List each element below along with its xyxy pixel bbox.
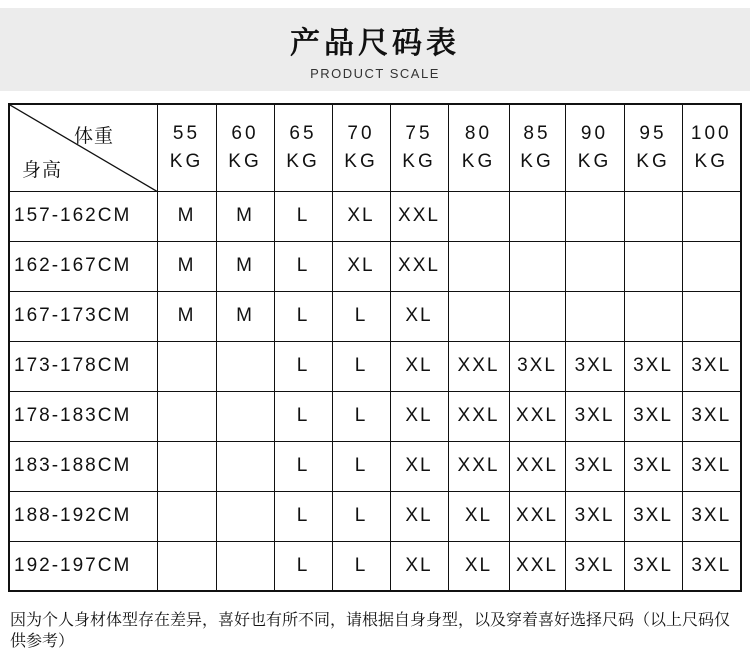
weight-unit: KG xyxy=(694,150,728,172)
height-label: 身高 xyxy=(22,160,63,181)
size-cell xyxy=(682,291,741,341)
weight-value: 80 xyxy=(464,122,493,144)
weight-unit: KG xyxy=(461,150,496,172)
height-range-cell: 192-197CM xyxy=(9,541,157,591)
size-cell xyxy=(565,191,624,241)
size-table xyxy=(8,103,742,592)
size-cell: M xyxy=(216,291,274,341)
weight-value: 95 xyxy=(639,122,667,144)
weight-header-cell xyxy=(682,104,741,191)
size-cell: XXL xyxy=(509,391,565,441)
weight-header-cell xyxy=(390,104,448,191)
size-cell: L xyxy=(332,491,390,541)
size-cell: XXL xyxy=(390,191,448,241)
weight-value: 85 xyxy=(523,122,551,144)
size-cell: XL xyxy=(390,391,448,441)
table-row xyxy=(9,541,741,591)
height-range-cell: 178-183CM xyxy=(9,391,157,441)
size-cell xyxy=(565,241,624,291)
size-cell: XL xyxy=(448,491,509,541)
corner-cell xyxy=(9,104,157,191)
size-cell: 3XL xyxy=(565,491,624,541)
size-cell xyxy=(216,541,274,591)
size-cell: XL xyxy=(448,541,509,591)
table-row xyxy=(9,391,741,441)
size-cell: M xyxy=(157,241,216,291)
weight-header-cell xyxy=(448,104,509,191)
size-cell xyxy=(448,191,509,241)
weight-unit: KG xyxy=(636,150,670,172)
size-cell: 3XL xyxy=(509,341,565,391)
size-cell: 3XL xyxy=(624,541,682,591)
size-cell: L xyxy=(274,341,332,391)
size-cell xyxy=(448,241,509,291)
size-cell xyxy=(216,341,274,391)
size-cell: L xyxy=(274,291,332,341)
size-cell xyxy=(624,291,682,341)
height-range-cell: 183-188CM xyxy=(9,441,157,491)
size-cell xyxy=(682,191,741,241)
size-cell xyxy=(157,491,216,541)
size-cell: L xyxy=(332,341,390,391)
size-cell xyxy=(216,441,274,491)
table-row xyxy=(9,341,741,391)
size-cell: XL xyxy=(390,491,448,541)
weight-unit: KG xyxy=(520,150,554,172)
table-row xyxy=(9,241,741,291)
height-range-cell: 157-162CM xyxy=(9,191,157,241)
table-row xyxy=(9,191,741,241)
size-cell: 3XL xyxy=(624,391,682,441)
weight-header-cell xyxy=(332,104,390,191)
size-cell: XL xyxy=(390,541,448,591)
size-cell: L xyxy=(332,541,390,591)
weight-value: 65 xyxy=(289,122,317,144)
size-cell xyxy=(509,291,565,341)
size-cell: XXL xyxy=(448,341,509,391)
size-cell xyxy=(157,441,216,491)
size-cell xyxy=(157,391,216,441)
height-range-cell: 162-167CM xyxy=(9,241,157,291)
size-cell: L xyxy=(332,391,390,441)
size-cell: M xyxy=(157,191,216,241)
size-cell: 3XL xyxy=(682,541,741,591)
size-cell: 3XL xyxy=(624,341,682,391)
size-cell: L xyxy=(332,291,390,341)
size-cell: XXL xyxy=(509,491,565,541)
weight-header-cell xyxy=(565,104,624,191)
size-cell: 3XL xyxy=(565,441,624,491)
size-cell: XL xyxy=(390,291,448,341)
size-cell xyxy=(216,391,274,441)
size-cell: XXL xyxy=(509,541,565,591)
size-cell: L xyxy=(274,191,332,241)
size-cell: XL xyxy=(390,441,448,491)
weight-unit: KG xyxy=(169,150,204,172)
weight-header-cell xyxy=(624,104,682,191)
size-cell xyxy=(448,291,509,341)
table-row xyxy=(9,491,741,541)
height-range-cell: 167-173CM xyxy=(9,291,157,341)
size-cell: M xyxy=(216,191,274,241)
size-cell xyxy=(157,341,216,391)
size-cell xyxy=(624,191,682,241)
weight-value: 90 xyxy=(580,122,609,144)
size-cell: XXL xyxy=(448,441,509,491)
table-row xyxy=(9,441,741,491)
size-cell: XXL xyxy=(390,241,448,291)
weight-value: 70 xyxy=(347,122,375,144)
size-cell: 3XL xyxy=(565,541,624,591)
size-cell: M xyxy=(157,291,216,341)
size-cell xyxy=(565,291,624,341)
size-cell: L xyxy=(332,441,390,491)
weight-unit: KG xyxy=(228,150,262,172)
weight-value: 75 xyxy=(405,122,433,144)
size-cell: XXL xyxy=(448,391,509,441)
size-cell: 3XL xyxy=(682,441,741,491)
size-note: 因为个人身材体型存在差异，喜好也有所不同，请根据自身身型，以及穿着喜好选择尺码（以上尺码仅供参考） xyxy=(10,610,731,650)
size-cell: XL xyxy=(332,191,390,241)
weight-header-cell xyxy=(509,104,565,191)
page-title: 产品尺码表 xyxy=(290,26,460,61)
size-cell xyxy=(157,541,216,591)
size-cell: L xyxy=(274,541,332,591)
weight-header-cell xyxy=(157,104,216,191)
size-cell xyxy=(216,491,274,541)
size-cell xyxy=(624,241,682,291)
weight-value: 100 xyxy=(690,122,732,144)
size-cell: L xyxy=(274,491,332,541)
weight-header-row xyxy=(9,104,741,191)
weight-unit: KG xyxy=(344,150,378,172)
weight-header-cell xyxy=(216,104,274,191)
weight-unit: KG xyxy=(577,150,612,172)
weight-unit: KG xyxy=(402,150,436,172)
size-cell: 3XL xyxy=(682,391,741,441)
page-subtitle: PRODUCT SCALE xyxy=(310,66,440,81)
size-cell: 3XL xyxy=(624,491,682,541)
height-range-cell: 188-192CM xyxy=(9,491,157,541)
size-cell xyxy=(509,241,565,291)
size-cell: 3XL xyxy=(565,391,624,441)
weight-value: 55 xyxy=(172,122,201,144)
size-cell: L xyxy=(274,241,332,291)
size-cell: M xyxy=(216,241,274,291)
size-cell xyxy=(682,241,741,291)
size-cell: L xyxy=(274,391,332,441)
weight-value: 60 xyxy=(231,122,259,144)
table-row xyxy=(9,291,741,341)
size-cell: XXL xyxy=(509,441,565,491)
size-cell: XL xyxy=(390,341,448,391)
size-cell xyxy=(509,191,565,241)
size-cell: 3XL xyxy=(682,491,741,541)
weight-label: 体重 xyxy=(74,126,115,147)
size-cell: 3XL xyxy=(565,341,624,391)
weight-unit: KG xyxy=(286,150,320,172)
size-cell: L xyxy=(274,441,332,491)
weight-header-cell xyxy=(274,104,332,191)
size-cell: XL xyxy=(332,241,390,291)
height-range-cell: 173-178CM xyxy=(9,341,157,391)
size-cell: 3XL xyxy=(682,341,741,391)
size-cell: 3XL xyxy=(624,441,682,491)
